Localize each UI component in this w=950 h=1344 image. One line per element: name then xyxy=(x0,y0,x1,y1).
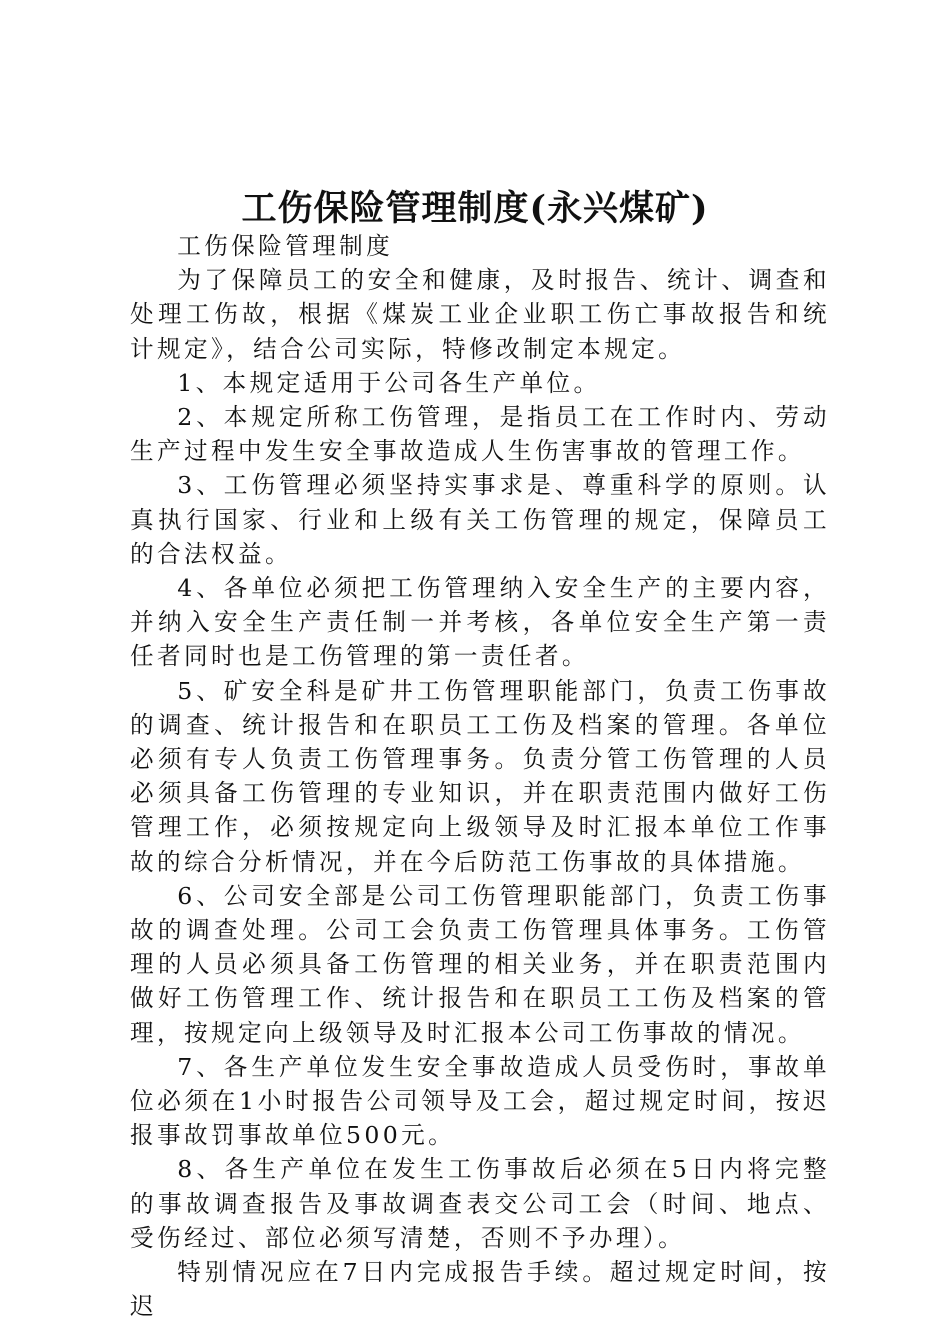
paragraph-special: 特别情况应在7日内完成报告手续。超过规定时间，按迟 xyxy=(130,1258,830,1321)
document-subtitle: 工伤保险管理制度 xyxy=(177,232,394,260)
paragraph-1: 1、本规定适用于公司各生产单位。 xyxy=(177,368,601,397)
paragraph-intro: 为了保障员工的安全和健康，及时报告、统计、调查和处理工伤故，根据《煤炭工业企业职工伤亡事故报告和统计规定》，结合公司实际，特修改制定本规定。 xyxy=(130,266,830,363)
document-body xyxy=(130,229,830,1324)
paragraph-8: 8、各生产单位在发生工伤事故后必须在5日内将完整的事故调查报告及事故调查表交公司工会（时间、地点、受伤经过、部位必须写清楚，否则不予办理）。 xyxy=(130,1155,830,1252)
paragraph-4: 4、各单位必须把工伤管理纳入安全生产的主要内容，并纳入安全生产责任制一并考核，各单位安全生产第一责任者同时也是工伤管理的第一责任者。 xyxy=(130,574,830,671)
paragraph-7: 7、各生产单位发生安全事故造成人员受伤时，事故单位必须在1小时报告公司领导及工会，超过规定时间，按迟报事故罚事故单位500元。 xyxy=(130,1052,830,1150)
paragraph-3: 3、工伤管理必须坚持实事求是、尊重科学的原则。认真执行国家、行业和上级有关工伤管理的规定，保障员工的合法权益。 xyxy=(130,471,830,568)
paragraph-2: 2、本规定所称工伤管理，是指员工在工作时内、劳动生产过程中发生安全事故造成人生伤害事故的管理工作。 xyxy=(130,403,830,466)
paragraph-6: 6、公司安全部是公司工伤管理职能部门，负责工伤事故的调查处理。公司工会负责工伤管理具体事务。工伤管理的人员必须具备工伤管理的相关业务，并在职责范围内做好工伤管理工作、统计报告和在职员工工伤及档案的管理，按规定向上级领导及时汇报本公司工伤事故的情况。 xyxy=(130,881,830,1047)
paragraph-5: 5、矿安全科是矿井工伤管理职能部门，负责工伤事故的调查、统计报告和在职员工工伤及档案的管理。各单位必须有专人负责工伤管理事务。负责分管工伤管理的人员必须具备工伤管理的专业知识，并在职责范围内做好工伤管理工作，必须按规定向上级领导及时汇报本单位工作事故的综合分析情况，并在今后防范工伤事故的具体措施。 xyxy=(130,676,830,876)
document-title: 工伤保险管理制度(永兴煤矿) xyxy=(241,188,709,229)
